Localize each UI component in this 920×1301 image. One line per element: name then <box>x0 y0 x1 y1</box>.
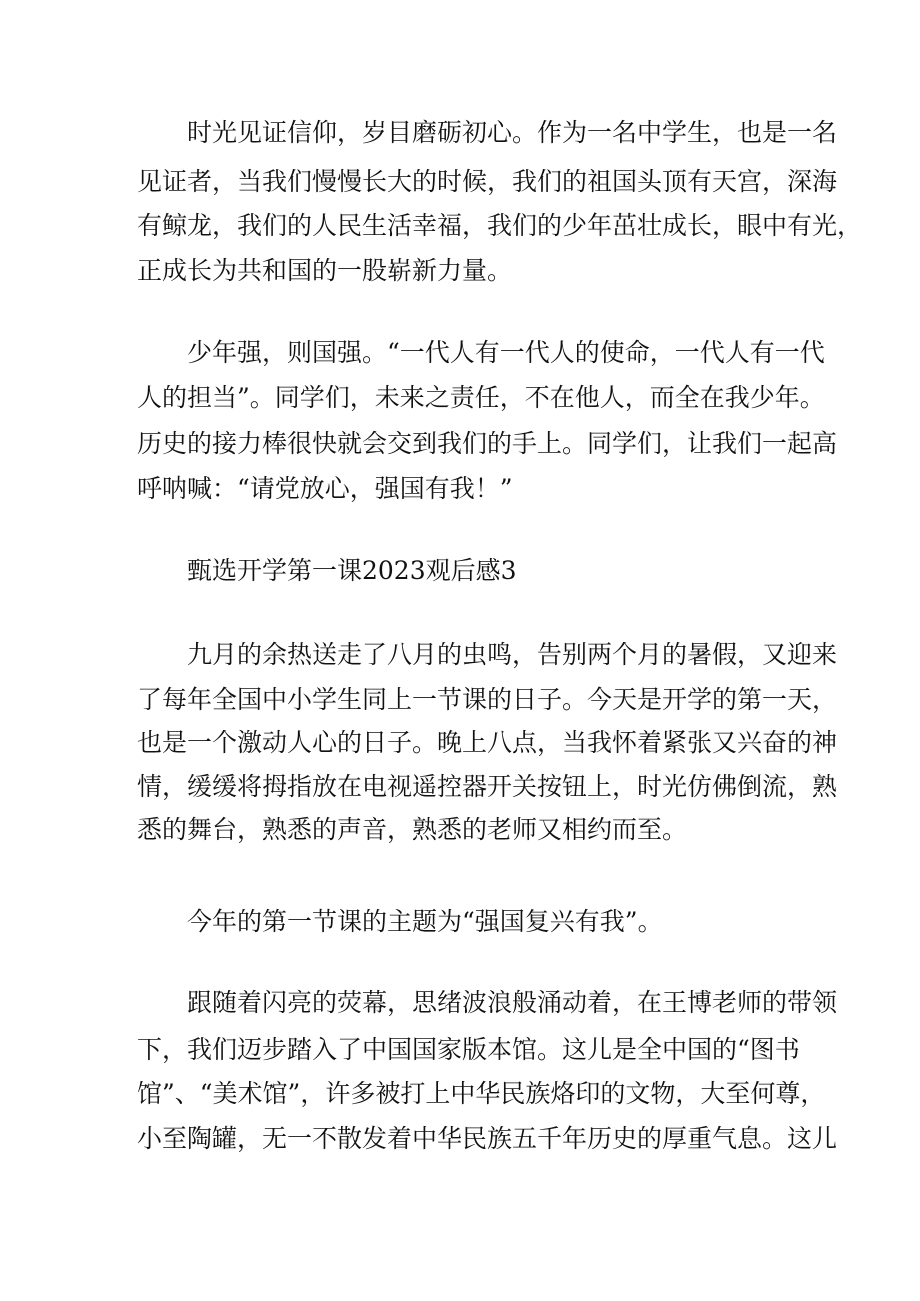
section-title: 甄选开学第一课2023观后感3 <box>187 556 517 585</box>
text-line: 人的担当”。同学们，未来之责任，不在他人，而全在我少年。 <box>137 383 825 412</box>
text-line: 情，缓缓将拇指放在电视遥控器开关按钮上，时光仿佛倒流，熟 <box>137 772 838 801</box>
text-line: 小至陶罐，无一不散发着中华民族五千年历史的厚重气息。这儿 <box>137 1124 838 1153</box>
text-line: 正成长为共和国的一股崭新力量。 <box>137 256 513 285</box>
text-line: 时光见证信仰，岁目磨砺初心。作为一名中学生，也是一名 <box>187 118 838 147</box>
text-line: 下，我们迈步踏入了中国国家版本馆。这儿是全中国的“图书 <box>137 1035 800 1064</box>
text-line: 悉的舞台，熟悉的声音，熟悉的老师又相约而至。 <box>137 815 688 844</box>
text-line: 呼呐喊：“请党放心，强国有我！” <box>137 474 513 503</box>
text-line: 历史的接力棒很快就会交到我们的手上。同学们，让我们一起高 <box>137 429 838 458</box>
text-line: 馆”、“美术馆”，许多被打上中华民族烙印的文物，大至何尊， <box>137 1079 826 1108</box>
text-line: 见证者，当我们慢慢长大的时候，我们的祖国头顶有天宫，深海 <box>137 167 838 196</box>
text-line: 也是一个激动人心的日子。晚上八点，当我怀着紧张又兴奋的神 <box>137 728 838 757</box>
text-line: 九月的余热送走了八月的虫鸣，告别两个月的暑假，又迎来 <box>187 640 838 669</box>
text-line: 少年强，则国强。“一代人有一代人的使命，一代人有一代 <box>187 338 825 367</box>
text-line: 跟随着闪亮的荧幕，思绪波浪般涌动着，在王博老师的带领 <box>187 988 838 1017</box>
text-line: 有鲸龙，我们的人民生活幸福，我们的少年茁壮成长，眼中有光， <box>137 211 863 240</box>
text-line: 今年的第一节课的主题为“强国复兴有我”。 <box>187 907 663 936</box>
text-line: 了每年全国中小学生同上一节课的日子。今天是开学的第一天， <box>137 685 838 714</box>
